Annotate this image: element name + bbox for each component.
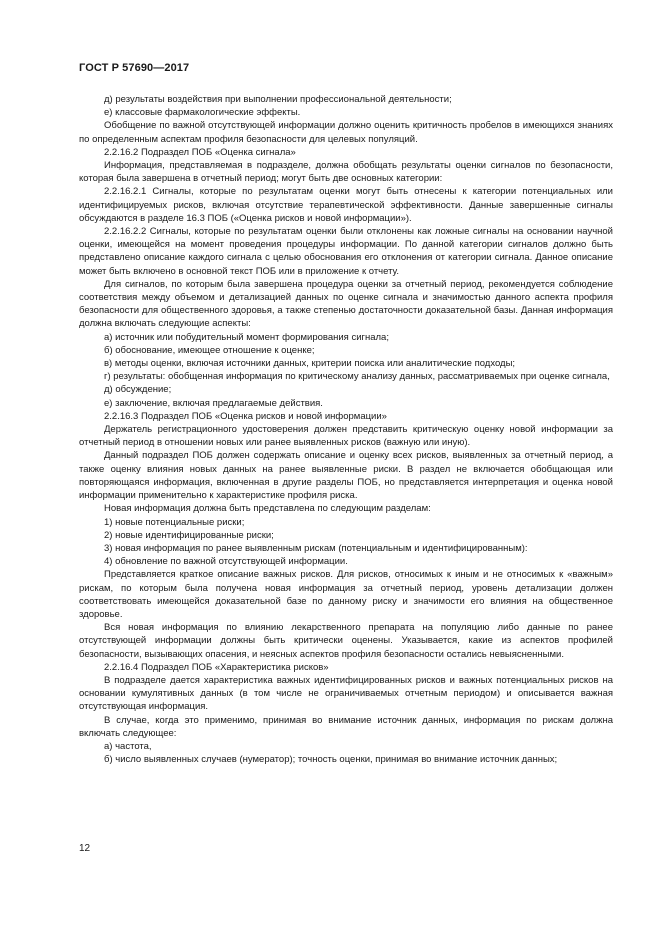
list-item: б) обоснование, имеющее отношение к оценке; xyxy=(104,344,315,356)
list-item: 2) новые идентифицированные риски; xyxy=(104,529,274,541)
paragraph: Обобщение по важной отсутствующей информации должно оценить критичность пробелов в имеющихся знаниях по определенным аспектам профиля безопасности для целевых популяций. xyxy=(79,120,613,145)
list-item: а) источник или побудительный момент формирования сигнала; xyxy=(104,331,389,343)
paragraph: Данный подраздел ПОБ должен содержать описание и оценку всех рисков, выявленных за отчетный период, а также оценку влияния новых данных на ранее выявленные риски. В раздел не включается обобщающая или повторяющаяся информация, включенная в другие разделы ПОБ, но представляется интерпретация и оценка новой информации применительно к характеристике профиля риска. xyxy=(79,450,613,502)
list-item: б) число выявленных случаев (нумератор); точность оценки, принимая во внимание источник данных; xyxy=(104,754,558,766)
paragraph: В подразделе дается характеристика важных идентифицированных рисков и важных потенциальных рисков на основании кумулятивных данных (в том числе не ограничиваемых отчетным периодом) и описывается важная отсутствующая информация. xyxy=(79,674,613,713)
section-heading: 2.2.16.2 Подраздел ПОБ «Оценка сигнала» xyxy=(104,146,296,158)
list-item: в) методы оценки, включая источники данных, критерии поиска или аналитические подходы; xyxy=(104,358,516,370)
paragraph: Представляется краткое описание важных рисков. Для рисков, относимых к иным и не относимых к «важным» рискам, по которым была получена новая информация за отчетный период, уровень детализации должен соответствовать имеющейся доказательной базе по данному риску и значимости его влияния на общественное здоровье. xyxy=(79,569,613,620)
paragraph: Информация, представляемая в подразделе, должна обобщать результаты оценки сигналов по безопасности, которая была завершена в отчетный период; могут быть две основных категории: xyxy=(79,160,613,185)
paragraph: д) результаты воздействия при выполнении профессиональной деятельности; xyxy=(104,94,452,105)
document-body xyxy=(79,93,613,766)
paragraph: Новая информация должна быть представлена по следующим разделам: xyxy=(104,503,431,515)
paragraph: Для сигналов, по которым была завершена процедура оценки за отчетный период, рекомендуется соблюдение соответствия между объемом и детализацией данных по оценке сигнала и значимостью данного аспекта профиля безопасности для общественного здоровья, а также степенью достаточности доказательной базы. Данная информация должна включать следующие аспекты: xyxy=(79,278,613,330)
list-item: д) обсуждение; xyxy=(104,384,172,396)
paragraph: Держатель регистрационного удостоверения должен представить критическую оценку новой информации за отчетный период в отношении новых или ранее выявленных рисков (важную или иную). xyxy=(79,424,613,449)
paragraph: 2.2.16.2.1 Сигналы, которые по результатам оценки могут быть отнесены к категории потенциальных или идентифицируемых рисков, включая отсутствие терапевтической эффективности. Данные завершенные сигналы обсуждаются в разделе 16.3 ПОБ («Оценка рисков и новой информации»). xyxy=(79,186,613,224)
section-heading: 2.2.16.3 Подраздел ПОБ «Оценка рисков и новой информации» xyxy=(104,410,387,422)
paragraph: Вся новая информация по влиянию лекарственного препарата на популяцию либо данные по ранее отсутствующей информации должны быть критически оценены. Указывается, какие из аспектов профилей безопасности, вызывающих опасения, и неясных аспектов профиля безопасности остались невыясненными. xyxy=(79,622,613,660)
list-item: а) частота, xyxy=(104,740,152,752)
list-item: 1) новые потенциальные риски; xyxy=(104,516,245,528)
section-heading: 2.2.16.4 Подраздел ПОБ «Характеристика рисков» xyxy=(104,661,329,673)
list-item: 3) новая информация по ранее выявленным рискам (потенциальным и идентифицированным): xyxy=(104,542,528,554)
list-item: г) результаты: обобщенная информация по критическому анализу данных, рассматриваемых при оценке сигнала, xyxy=(104,371,610,383)
list-item: 4) обновление по важной отсутствующей информации. xyxy=(104,556,348,568)
document-header: ГОСТ Р 57690—2017 xyxy=(79,62,190,74)
list-item: е) заключение, включая предлагаемые действия. xyxy=(104,397,323,409)
paragraph: 2.2.16.2.2 Сигналы, которые по результатам оценки были отклонены как ложные сигналы на основании научной оценки, имеющейся на момент проведения процедуры информации. По данной категории сигналов должно быть представлено описание каждого сигнала с целью обоснования его отклонения от категории сигнала. Данное описание может быть включено в основной текст ПОБ или в приложение к отчету. xyxy=(79,226,613,277)
paragraph: В случае, когда это применимо, принимая во внимание источник данных, информация по рискам должна включать следующее: xyxy=(79,714,613,739)
paragraph: е) классовые фармакологические эффекты. xyxy=(104,107,301,119)
page-number: 12 xyxy=(79,843,91,854)
